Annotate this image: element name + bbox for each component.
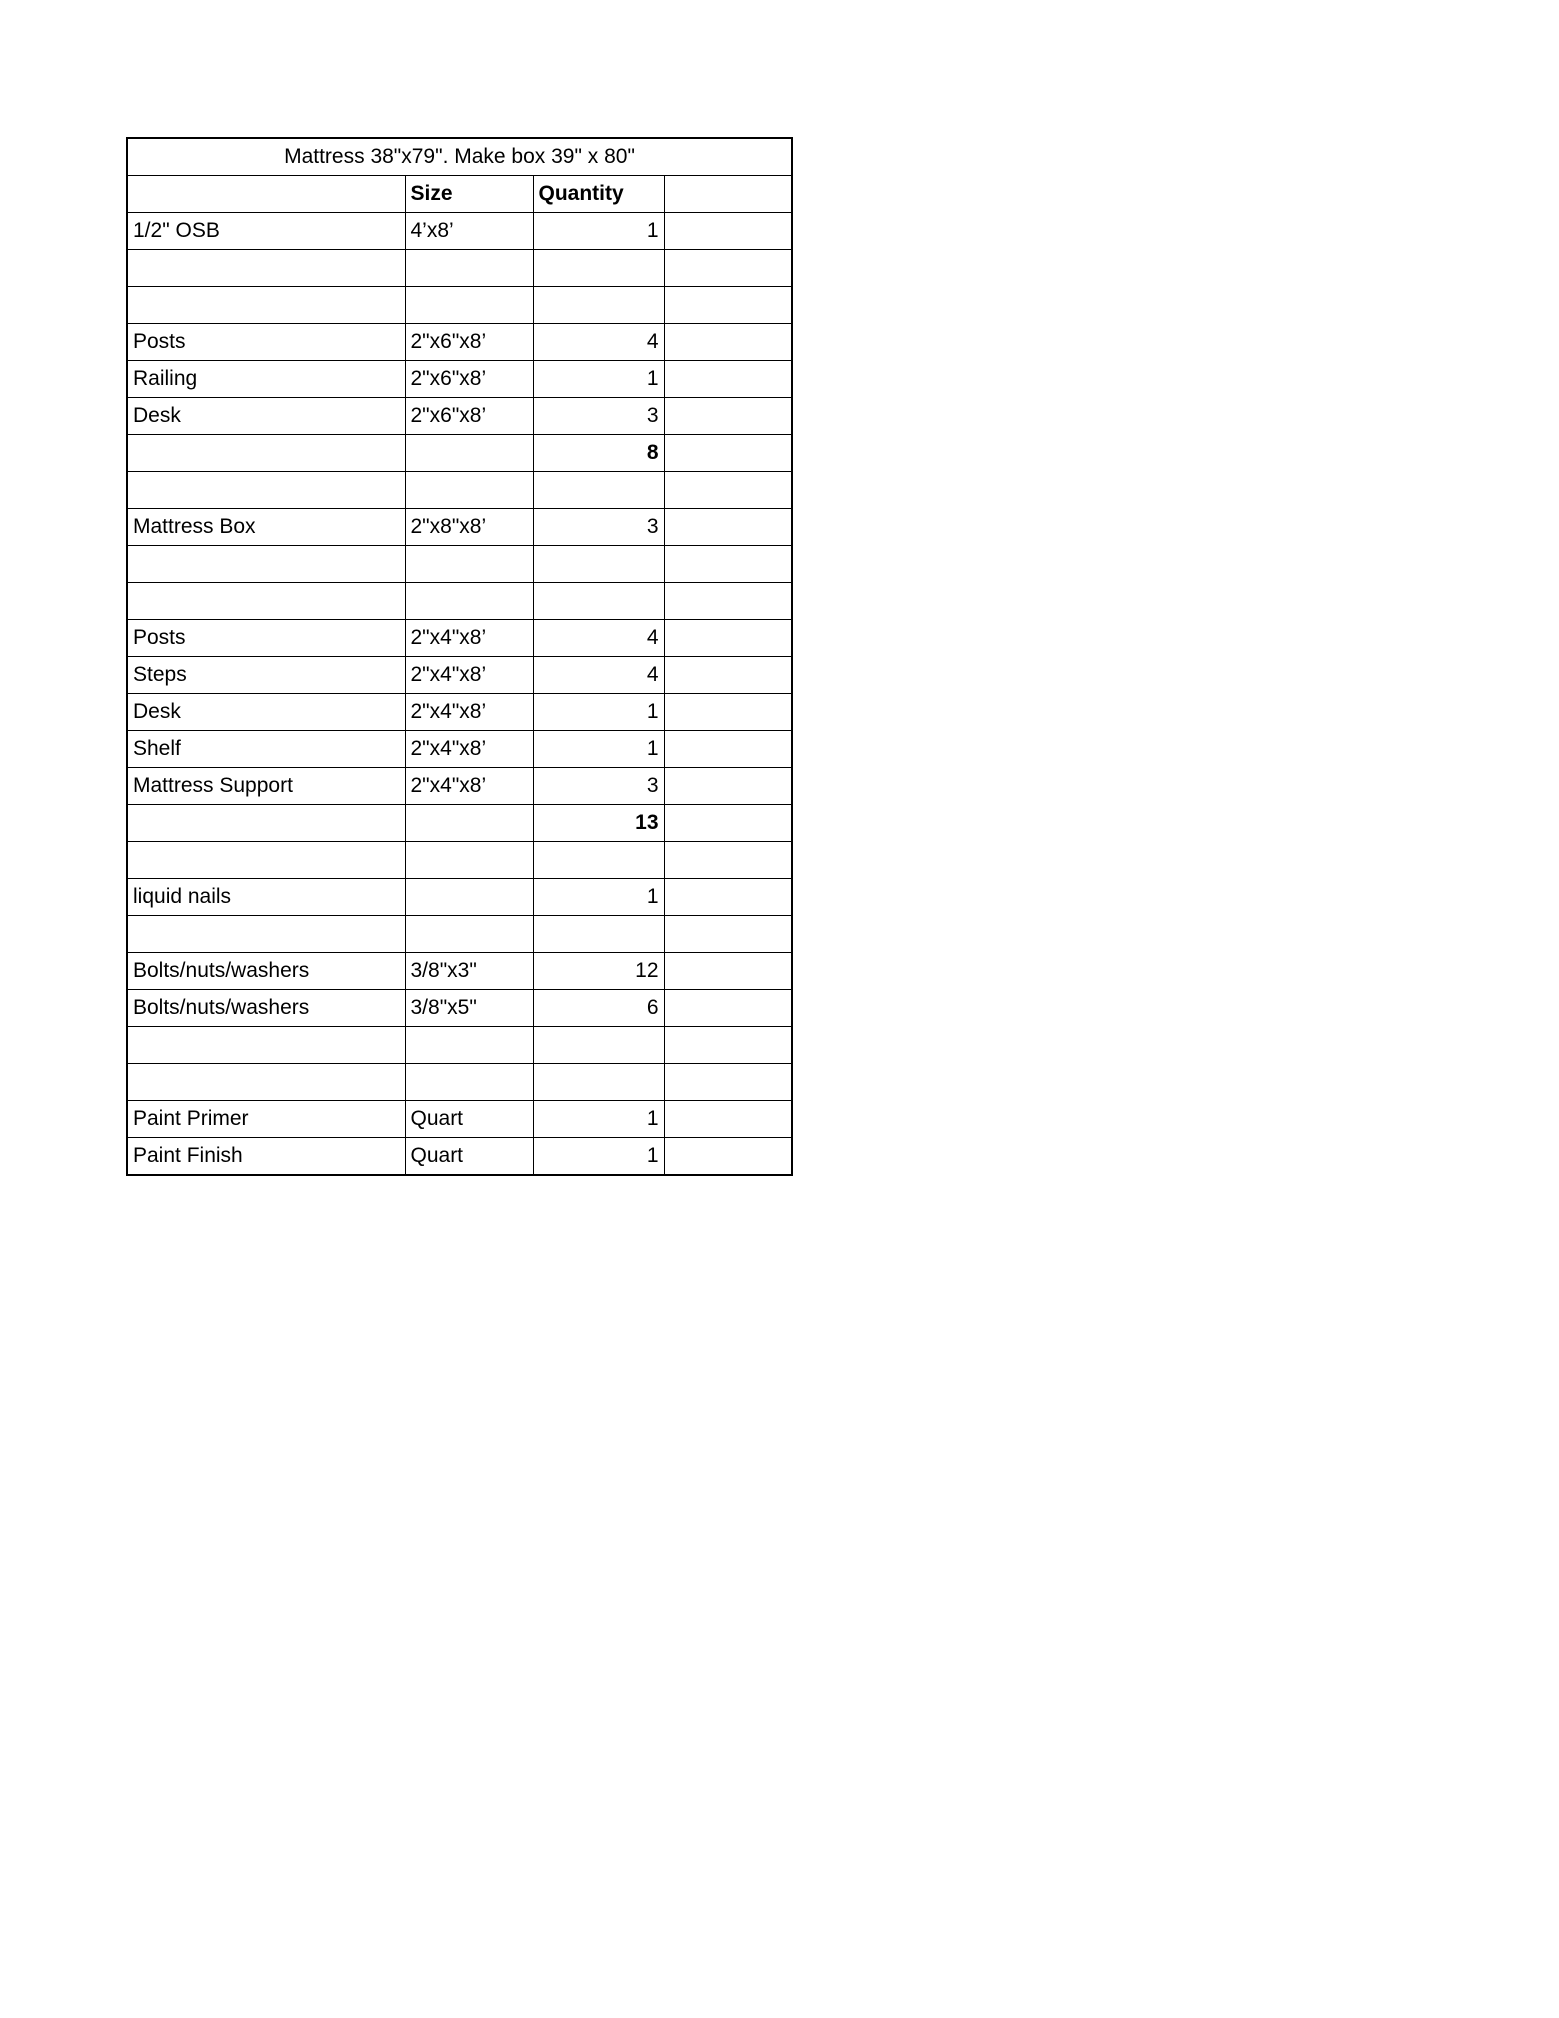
- table-header-row: [127, 176, 792, 213]
- cell-extra[interactable]: [664, 509, 792, 546]
- cell-extra[interactable]: [664, 620, 792, 657]
- cell-item[interactable]: liquid nails: [127, 879, 405, 916]
- cell-extra[interactable]: [664, 435, 792, 472]
- cell-quantity[interactable]: 12: [533, 953, 664, 990]
- cell-extra[interactable]: [664, 953, 792, 990]
- cell-extra[interactable]: [664, 287, 792, 324]
- cell-size[interactable]: [405, 842, 533, 879]
- cell-item[interactable]: Posts: [127, 324, 405, 361]
- cell-size[interactable]: Quart: [405, 1101, 533, 1138]
- cell-quantity[interactable]: 1: [533, 1101, 664, 1138]
- cell-quantity[interactable]: 1: [533, 694, 664, 731]
- cell-item[interactable]: Bolts/nuts/washers: [127, 990, 405, 1027]
- table-spacer-row: [127, 546, 792, 583]
- cell-extra[interactable]: [664, 731, 792, 768]
- cell-size[interactable]: Quart: [405, 1138, 533, 1176]
- cell-size[interactable]: 2"x6"x8’: [405, 361, 533, 398]
- cell-extra[interactable]: [664, 805, 792, 842]
- cell-size[interactable]: 3/8"x3": [405, 953, 533, 990]
- cell-item[interactable]: [127, 842, 405, 879]
- cell-size[interactable]: 2"x6"x8’: [405, 324, 533, 361]
- cell-quantity[interactable]: 1: [533, 361, 664, 398]
- cell-item[interactable]: [127, 287, 405, 324]
- table-row: [127, 620, 792, 657]
- cell-extra[interactable]: [664, 213, 792, 250]
- cell-item[interactable]: Desk: [127, 694, 405, 731]
- table-row: [127, 361, 792, 398]
- table-spacer-row: [127, 287, 792, 324]
- table-row: [127, 657, 792, 694]
- cell-size[interactable]: 2"x4"x8’: [405, 768, 533, 805]
- table-row: [127, 1138, 792, 1176]
- cell-item[interactable]: Paint Finish: [127, 1138, 405, 1176]
- cell-quantity[interactable]: 1: [533, 879, 664, 916]
- cell-item[interactable]: [127, 1064, 405, 1101]
- column-header-item: [127, 176, 405, 213]
- cell-extra[interactable]: [664, 1027, 792, 1064]
- sheet-title: Mattress 38"x79". Make box 39" x 80": [127, 138, 792, 176]
- cell-extra[interactable]: [664, 694, 792, 731]
- cell-size[interactable]: [405, 287, 533, 324]
- table-spacer-row: [127, 472, 792, 509]
- cell-extra[interactable]: [664, 768, 792, 805]
- cell-quantity[interactable]: [533, 842, 664, 879]
- cell-quantity[interactable]: [533, 1027, 664, 1064]
- cell-item[interactable]: Mattress Support: [127, 768, 405, 805]
- cell-quantity[interactable]: 1: [533, 731, 664, 768]
- cell-extra[interactable]: [664, 250, 792, 287]
- cell-size[interactable]: [405, 805, 533, 842]
- cell-item[interactable]: [127, 435, 405, 472]
- cell-extra[interactable]: [664, 990, 792, 1027]
- cell-item[interactable]: 1/2" OSB: [127, 213, 405, 250]
- cell-quantity[interactable]: 6: [533, 990, 664, 1027]
- cell-item[interactable]: Posts: [127, 620, 405, 657]
- cell-size[interactable]: 2"x4"x8’: [405, 657, 533, 694]
- table-row: [127, 879, 792, 916]
- cell-quantity[interactable]: 1: [533, 1138, 664, 1176]
- table-spacer-row: [127, 1064, 792, 1101]
- cell-item[interactable]: Paint Primer: [127, 1101, 405, 1138]
- cell-size[interactable]: [405, 583, 533, 620]
- table-row: [127, 1101, 792, 1138]
- cell-size[interactable]: [405, 250, 533, 287]
- cell-item[interactable]: [127, 583, 405, 620]
- cell-item[interactable]: Bolts/nuts/washers: [127, 953, 405, 990]
- cell-extra[interactable]: [664, 1101, 792, 1138]
- cell-extra[interactable]: [664, 1138, 792, 1176]
- cell-quantity[interactable]: 4: [533, 324, 664, 361]
- cell-item[interactable]: Railing: [127, 361, 405, 398]
- cell-extra[interactable]: [664, 657, 792, 694]
- cell-size[interactable]: 2"x4"x8’: [405, 731, 533, 768]
- table-total-row: [127, 805, 792, 842]
- cell-quantity[interactable]: 3: [533, 398, 664, 435]
- cell-quantity[interactable]: 1: [533, 213, 664, 250]
- cell-size[interactable]: 4’x8’: [405, 213, 533, 250]
- cell-extra[interactable]: [664, 583, 792, 620]
- cell-extra[interactable]: [664, 472, 792, 509]
- table-row: [127, 509, 792, 546]
- table-row: [127, 213, 792, 250]
- cell-quantity[interactable]: [533, 472, 664, 509]
- cell-size[interactable]: [405, 435, 533, 472]
- cell-quantity[interactable]: [533, 546, 664, 583]
- cell-extra[interactable]: [664, 546, 792, 583]
- cell-quantity[interactable]: [533, 1064, 664, 1101]
- cell-quantity[interactable]: 4: [533, 620, 664, 657]
- cell-size[interactable]: [405, 1064, 533, 1101]
- cell-quantity-total[interactable]: 8: [533, 435, 664, 472]
- table-row: [127, 731, 792, 768]
- cell-size[interactable]: 3/8"x5": [405, 990, 533, 1027]
- cell-extra[interactable]: [664, 842, 792, 879]
- table-row: [127, 953, 792, 990]
- table-row: [127, 324, 792, 361]
- cell-extra[interactable]: [664, 324, 792, 361]
- cell-quantity[interactable]: 4: [533, 657, 664, 694]
- cell-extra[interactable]: [664, 916, 792, 953]
- table-row: [127, 398, 792, 435]
- cell-item[interactable]: Mattress Box: [127, 509, 405, 546]
- cell-size[interactable]: [405, 916, 533, 953]
- cell-quantity[interactable]: 3: [533, 768, 664, 805]
- cell-quantity[interactable]: [533, 287, 664, 324]
- cell-extra[interactable]: [664, 1064, 792, 1101]
- cell-quantity[interactable]: 3: [533, 509, 664, 546]
- cell-size[interactable]: [405, 472, 533, 509]
- cell-item[interactable]: [127, 1027, 405, 1064]
- cell-item[interactable]: [127, 546, 405, 583]
- cell-item[interactable]: Shelf: [127, 731, 405, 768]
- cell-item[interactable]: [127, 250, 405, 287]
- cell-size[interactable]: [405, 1027, 533, 1064]
- cell-size[interactable]: 2"x4"x8’: [405, 694, 533, 731]
- cell-quantity-total[interactable]: 13: [533, 805, 664, 842]
- cell-item[interactable]: [127, 472, 405, 509]
- cell-size[interactable]: 2"x8"x8’: [405, 509, 533, 546]
- cell-extra[interactable]: [664, 398, 792, 435]
- column-header-quantity: Quantity: [533, 176, 664, 213]
- table-spacer-row: [127, 916, 792, 953]
- cell-item[interactable]: Desk: [127, 398, 405, 435]
- table-row: [127, 768, 792, 805]
- table-total-row: [127, 435, 792, 472]
- column-header-extra: [664, 176, 792, 213]
- cell-quantity[interactable]: [533, 250, 664, 287]
- cell-item[interactable]: [127, 916, 405, 953]
- table-spacer-row: [127, 1027, 792, 1064]
- table-row: [127, 694, 792, 731]
- cell-extra[interactable]: [664, 361, 792, 398]
- bill-of-materials-table: [126, 137, 793, 1176]
- table-body: [127, 138, 792, 1175]
- cell-quantity[interactable]: [533, 916, 664, 953]
- table-spacer-row: [127, 250, 792, 287]
- cell-size[interactable]: 2"x4"x8’: [405, 620, 533, 657]
- column-header-size: Size: [405, 176, 533, 213]
- table-title-row: [127, 138, 792, 176]
- cell-size[interactable]: [405, 879, 533, 916]
- cell-size[interactable]: 2"x6"x8’: [405, 398, 533, 435]
- cell-size[interactable]: [405, 546, 533, 583]
- cell-item[interactable]: [127, 805, 405, 842]
- cell-item[interactable]: Steps: [127, 657, 405, 694]
- cell-extra[interactable]: [664, 879, 792, 916]
- table-spacer-row: [127, 842, 792, 879]
- spreadsheet-sheet: [126, 137, 791, 1176]
- table-row: [127, 990, 792, 1027]
- table-spacer-row: [127, 583, 792, 620]
- cell-quantity[interactable]: [533, 583, 664, 620]
